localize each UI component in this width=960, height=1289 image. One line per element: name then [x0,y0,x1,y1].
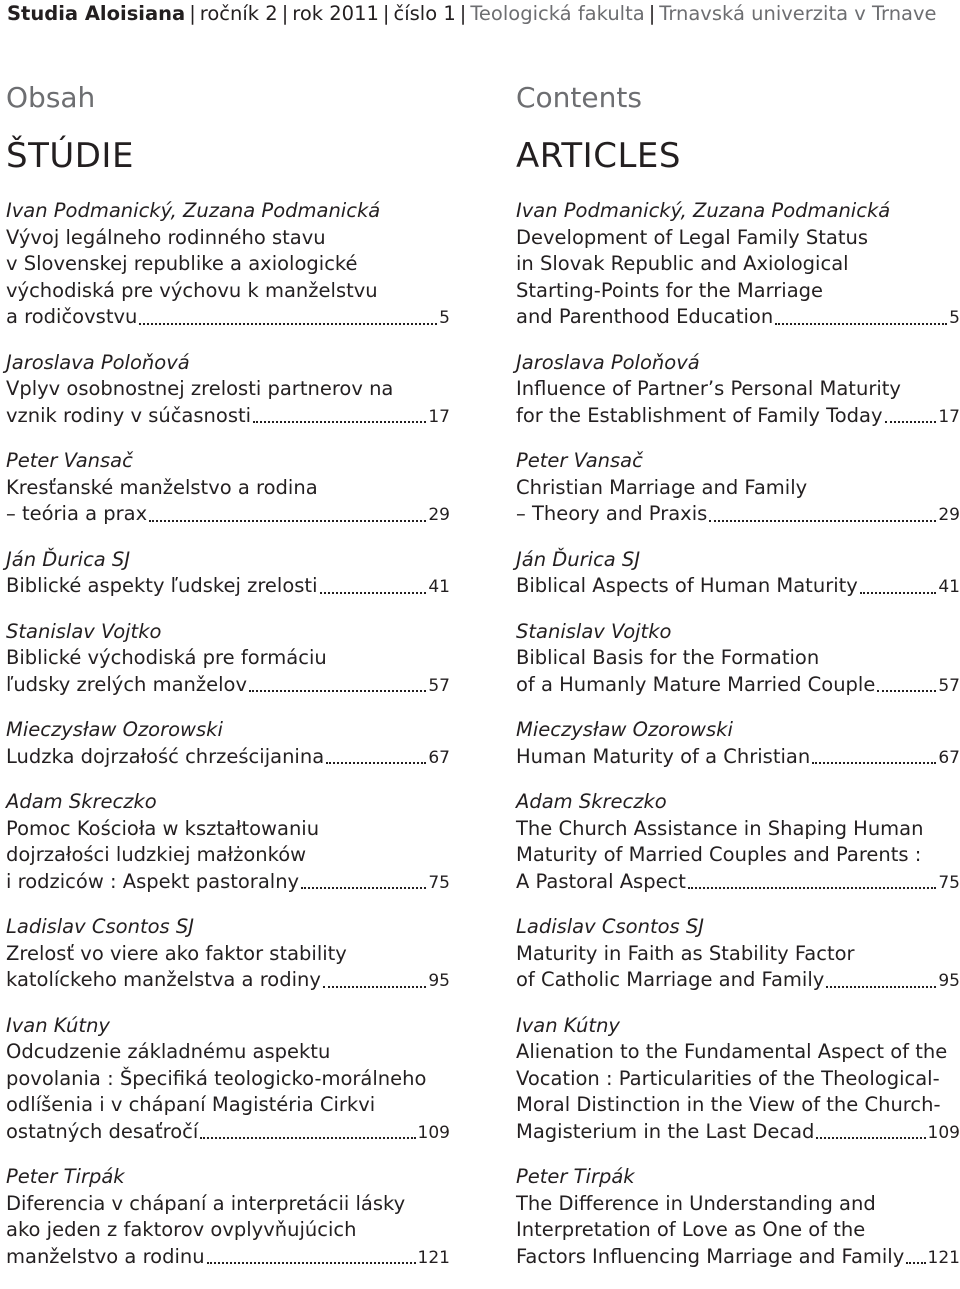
entry-title-line: Odcudzenie základnému aspektu [6,1040,331,1063]
dot-leader [326,761,426,764]
entry-title-text: Human Maturity of a Christian [516,744,811,768]
page-number: 29 [428,505,450,525]
entry-title-line: Moral Distinction in the View of the Church- [516,1093,941,1116]
entry-title-line: The Difference in Understanding and [516,1191,876,1215]
entry-title-line: Kresťanské manželstvo a rodina [6,475,318,499]
entry-title-line: ako jeden z faktorov ovplyvňujúcich [6,1218,357,1241]
entry-author: Ladislav Csontos SJ [6,915,195,938]
header-separator: | [281,2,289,25]
dot-leader [207,1261,416,1264]
entry-title-line: odlíšenia i v chápaní Magistéria Cirkvi [6,1093,376,1116]
entry-title-line: Influence of Partner’s Personal Maturity [516,377,901,400]
toc-entry-list [6,198,450,1271]
entry-title-last-line [516,501,960,529]
page-number: 121 [417,1247,450,1268]
entry-title-last-line [516,744,960,772]
page-number: 17 [938,406,960,427]
entry-title-last-line [516,1119,960,1147]
journal-name: Studia Aloisiana [7,2,186,25]
entry-title-text: and Parenthood Education [516,305,774,328]
entry-title-last-line [6,869,450,897]
entry-title-line: Vplyv osobnostnej zrelosti partnerov na [6,377,394,400]
entry-title-line: Alienation to the Fundamental Aspect of the [516,1040,948,1063]
entry-title-last-line [6,744,450,772]
toc-column-english [516,80,960,1289]
page-number: 41 [428,577,450,597]
page-number: 121 [927,1247,960,1268]
entry-title-line: Starting-Points for the Marriage [516,278,824,302]
entry-title-line: in Slovak Republic and Axiological [516,252,849,275]
entry-author: Ivan Podmanický, Zuzana Podmanická [516,199,891,222]
entry-author: Peter Vansač [6,449,133,472]
entry-author: Jaroslava Poloňová [6,350,190,374]
entry-title-line: Christian Marriage and Family [516,475,808,499]
dot-leader [885,420,937,423]
entry-author: Peter Tirpák [516,1165,635,1188]
entry-author: Jaroslava Poloňová [516,350,700,374]
dot-leader [301,886,426,889]
page-number: 41 [938,577,960,597]
entry-title-text: of a Humanly Mature Married Couple [516,672,876,696]
page-number: 5 [439,308,450,328]
toc-entry[interactable] [6,198,450,332]
entry-title-line: Zrelosť vo viere ako faktor stability [6,941,347,965]
entry-title-last-line [516,573,960,601]
entry-title-last-line [6,304,450,332]
entry-title-line: Biblical Basis for the Formation [516,646,820,669]
page-number: 95 [938,971,960,991]
journal-issue: číslo 1 [393,2,456,25]
entry-title-last-line [6,403,450,431]
journal-volume: ročník 2 [199,2,278,25]
entry-title-text: A Pastoral Aspect [516,869,686,893]
header-separator: | [189,2,196,25]
header-separator: | [382,2,390,25]
journal-year: rok 2011 [292,2,379,25]
dot-leader [139,322,437,325]
entry-author: Stanislav Vojtko [6,619,162,643]
toc-entry[interactable] [6,717,450,771]
toc-entry[interactable] [516,789,960,896]
page-number: 57 [428,675,450,696]
toc-heading: Contents [516,81,642,114]
entry-title-line: The Church Assistance in Shaping Human [516,816,924,840]
entry-title-text: Factors Influencing Marriage and Family [516,1244,905,1268]
toc-entry[interactable] [516,198,960,332]
entry-title-text: Ludzka dojrzałość chrześcijanina [6,744,325,768]
entry-title-last-line [6,1244,450,1272]
entry-title-last-line [6,967,450,995]
entry-author: Peter Vansač [516,449,643,472]
dot-leader [688,886,936,889]
entry-title-last-line [516,304,960,332]
header-separator: | [459,2,467,25]
page-number: 75 [938,872,960,893]
dot-leader [249,689,426,692]
toc-entry[interactable] [6,448,450,529]
dot-leader [812,761,936,764]
page-number: 57 [938,675,960,696]
entry-author: Adam Skreczko [516,790,667,813]
toc-entry[interactable] [516,1013,960,1147]
entry-title-line: Development of Legal Family Status [516,225,869,249]
entry-title-line: v Slovenskej republike a axiologické [6,252,358,275]
toc-entry[interactable] [516,914,960,995]
header-separator: | [648,2,656,25]
toc-entry[interactable] [6,789,450,896]
toc-entry[interactable] [516,350,960,431]
dot-leader [775,322,947,325]
journal-faculty: Teologická fakulta [470,2,645,25]
entry-title-line: Maturity of Married Couples and Parents : [516,843,922,866]
toc-entry[interactable] [6,914,450,995]
toc-entry[interactable] [516,717,960,771]
entry-author: Ivan Kútny [6,1013,110,1037]
entry-title-line: dojrzałości ludzkiej małżonków [6,843,307,866]
entry-title-line: východiská pre výchovu k manželstvu [6,278,378,302]
dot-leader [200,1136,415,1139]
entry-title-line: Maturity in Faith as Stability Factor [516,941,855,965]
entry-title-last-line [6,573,450,601]
dot-leader [149,519,426,522]
page-number: 109 [927,1122,960,1143]
toc-entry[interactable] [516,619,960,700]
entry-title-text: a rodičovstvu [6,305,138,328]
entry-title-last-line [6,672,450,700]
entry-title-text: ostatných desaťročí [6,1119,199,1143]
entry-title-last-line [6,501,450,529]
entry-author: Ivan Podmanický, Zuzana Podmanická [6,199,381,222]
page-number: 75 [428,872,450,893]
page-number: 95 [428,971,450,991]
entry-author: Mieczysław Ozorowski [516,718,733,741]
entry-title-text: Biblical Aspects of Human Maturity [516,574,858,597]
section-heading: ARTICLES [516,136,681,176]
entry-title-line: Interpretation of Love as One of the [516,1218,866,1241]
entry-title-last-line [6,1119,450,1147]
toc-entry[interactable] [6,1013,450,1147]
dot-leader [320,591,427,594]
entry-title-text: manželstvo a rodinu [6,1244,205,1268]
entry-title-text: katolíckeho manželstva a rodiny [6,968,321,991]
entry-author: Mieczysław Ozorowski [6,718,223,741]
entry-title-text: ľudsky zrelých manželov [6,672,248,696]
entry-title-text: Biblické aspekty ľudskej zrelosti [6,574,318,597]
page-number: 109 [417,1122,450,1143]
page-number: 17 [428,406,450,427]
toc-entry[interactable] [6,350,450,431]
toc-column-slovak [6,80,450,1289]
entry-title-line: Vývoj legálneho rodinného stavu [6,225,326,249]
entry-title-last-line [516,869,960,897]
entry-title-text: Magisterium in the Last Decad [516,1119,815,1143]
toc-entry[interactable] [6,619,450,700]
dot-leader [906,1261,925,1264]
entry-author: Stanislav Vojtko [516,619,672,643]
dot-leader [826,985,936,988]
dot-leader [253,420,426,423]
toc-entry[interactable] [516,448,960,529]
entry-title-last-line [516,672,960,700]
entry-title-text: vznik rodiny v súčasnosti [6,403,252,427]
entry-title-text: – Theory and Praxis [516,502,708,525]
entry-title-line: Diferencia v chápaní a interpretácii lásky [6,1191,406,1215]
dot-leader [860,591,937,594]
entry-title-text: for the Establishment of Family Today [516,403,883,427]
entry-title-last-line [516,403,960,431]
dot-leader [877,689,936,692]
entry-title-text: of Catholic Marriage and Family [516,968,825,991]
entry-title-line: Vocation : Particularities of the Theological- [516,1066,940,1090]
toc-heading: Obsah [6,81,96,114]
dot-leader [816,1136,925,1139]
toc-entry[interactable] [6,547,450,601]
entry-title-last-line [516,1244,960,1272]
entry-author: Ján Ďurica SJ [6,547,131,571]
toc-entry[interactable] [516,1164,960,1271]
section-heading: ŠTÚDIE [6,136,134,176]
toc-entry-list [516,198,960,1271]
toc-entry[interactable] [6,1164,450,1271]
dot-leader [709,519,936,522]
journal-header [7,2,937,26]
entry-author: Ján Ďurica SJ [516,547,641,571]
page-number: 67 [938,747,960,768]
entry-author: Peter Tirpák [6,1165,125,1188]
journal-university: Trnavská univerzita v Trnave [659,2,937,25]
entry-title-last-line [516,967,960,995]
page-number: 67 [428,747,450,768]
toc-entry[interactable] [516,547,960,601]
entry-title-text: – teória a prax [6,502,148,525]
page-number: 5 [949,308,960,328]
entry-title-text: i rodziców : Aspekt pastoralny [6,869,300,893]
entry-author: Adam Skreczko [6,790,157,813]
entry-title-line: Pomoc Kościoła w kształtowaniu [6,816,320,840]
entry-author: Ivan Kútny [516,1013,620,1037]
entry-title-line: povolania : Špecifiká teologicko-morálneho [6,1066,427,1090]
page-number: 29 [938,505,960,525]
entry-author: Ladislav Csontos SJ [516,915,705,938]
dot-leader [323,985,426,988]
entry-title-line: Biblické východiská pre formáciu [6,646,327,669]
